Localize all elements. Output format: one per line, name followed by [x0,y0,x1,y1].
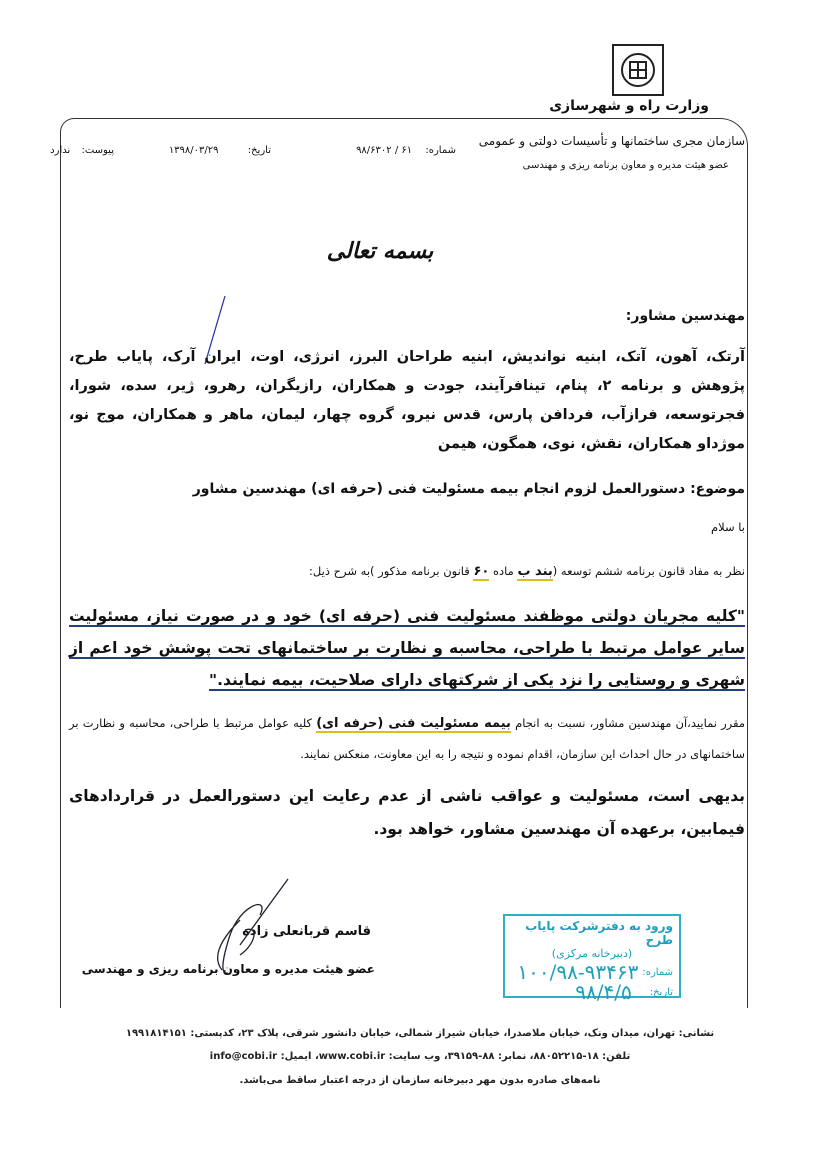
intro-sentence [309,564,745,579]
stamp-number-label: شماره: [642,966,673,978]
article-ref: ۶۰ [473,564,490,579]
number-label: شماره: [425,145,456,156]
letter-date [169,145,271,156]
footer-contact: تلفن: ۱۸-۸۸۰۵۲۲۱۵، نمابر: ۸۸-۳۹۱۵۹، وب سایت: www.cobi.ir، ایمیل: info@cobi.ir [209,1051,631,1062]
law-quote [69,600,745,696]
stamp-title: ورود به دفترشرکت پایاب طرح [525,919,673,947]
organization-name: سازمان مجری ساختمانها و تأسیسات دولتی و عمومی [478,134,745,148]
addressee-heading: مهندسین مشاور: [625,308,745,324]
footer-notice: نامه‌های صادره بدون مهر دبیرخانه سازمان از درجه اعتبار ساقط می‌باشد. [239,1075,601,1086]
closing-paragraph: بدیهی است، مسئولیت و عواقب ناشی از عدم رعایت این دستورالعمل در قراردادهای فیمابین، برعهده آن مهندسین مشاور، خواهد بود. [69,787,745,838]
stamp-date-value: ۹۸/۴/۵ [575,980,632,1004]
attachment-value: ندارد [50,145,71,156]
stamp-date-label: تاریخ: [649,986,673,998]
letter-number [356,145,456,156]
greeting: با سلام [711,520,745,534]
instruction-paragraph [69,708,745,769]
ministry-logo [612,44,664,96]
instruction-text: کلیه عوامل مرتبط با طراحی، محاسبه و نظارت بر ساختمانهای در حال احداث این سازمان، اقدام نموده و نتیجه را به این معاونت، منعکس نمایند. [69,716,745,761]
subject: موضوع: دستورالعمل لزوم انجام بیمه مسئولیت فنی (حرفه ای) مهندسین مشاور [192,481,745,497]
department-name: عضو هیئت مدیره و معاون برنامه ریزی و مهندسی [522,160,729,171]
intro-text: قانون برنامه مذکور )به شرح ذیل: [309,564,474,578]
date-label: تاریخ: [247,145,271,156]
basmala: بسمه تعالی [326,238,434,264]
addressee-list: آرتک، آهون، آتک، ابنیه نواندیش، ابنیه طراحان البرز، انرژی، اوت، ایران آرک، پایاب طرح، پژوهش و برنامه ۲، پنام، تینافرآیند، جودت و همکاران، رازیگران، رهرو، ژیر، سده، شورا، فجرتوسعه، فرازآب، فردافن پارس، قدس نیرو، گروه چهار، لیمان، ماهر و همکاران، موج نو، موژداو همکاران، نقش، نوی، همگون، هیمن [69,349,746,452]
clause-ref: بند ب [517,564,553,579]
attachment-label: پیوست: [81,145,114,156]
receipt-stamp [503,914,681,1004]
intro-text: ماده [489,564,518,578]
date-value: ۱۳۹۸/۰۳/۲۹ [168,145,219,156]
intro-text: نظر به مفاد قانون برنامه ششم توسعه ( [552,564,745,578]
handwritten-signature [200,875,300,985]
insurance-highlight: بیمه مسئولیت فنی (حرفه ای) [316,716,511,731]
signatory-title: عضو هیئت مدیره و معاون برنامه ریزی و مهندسی [81,962,375,976]
quote-text: "کلیه مجریان دولتی موظفند مسئولیت فنی (حرفه ای) خود و در صورت نیاز، مسئولیت سایر عوامل مرتبط با طراحی، محاسبه و نظارت بر ساختمانهای تحت پوشش خود اعم از شهری و روستایی را نزد یکی از شرکتهای دارای صلاحیت، بیمه نمایند." [69,607,745,689]
instruction-text: مقرر نمایید،آن مهندسین مشاور، نسبت به انجام [510,716,746,730]
letter-attachment [50,145,114,156]
number-value: ۶۱ / ۹۸/۶۳۰۲ [356,145,413,156]
stamp-subtitle: (دبیرخانه مرکزی) [551,947,633,960]
stamp-number-value: ۱۰۰/۹۸-۹۳۴۶۳ [517,960,639,984]
footer-address: نشانی: تهران، میدان ونک، خیابان ملاصدرا، خیابان شیراز شمالی، خیابان دانشور شرقی، پلاک ۲۳، کدپستی: ۱۹۹۱۸۱۴۱۵۱ [125,1028,715,1039]
ministry-name: وزارت راه و شهرسازی [549,98,709,114]
signatory-name: قاسم قربانعلی زاده [242,924,371,939]
